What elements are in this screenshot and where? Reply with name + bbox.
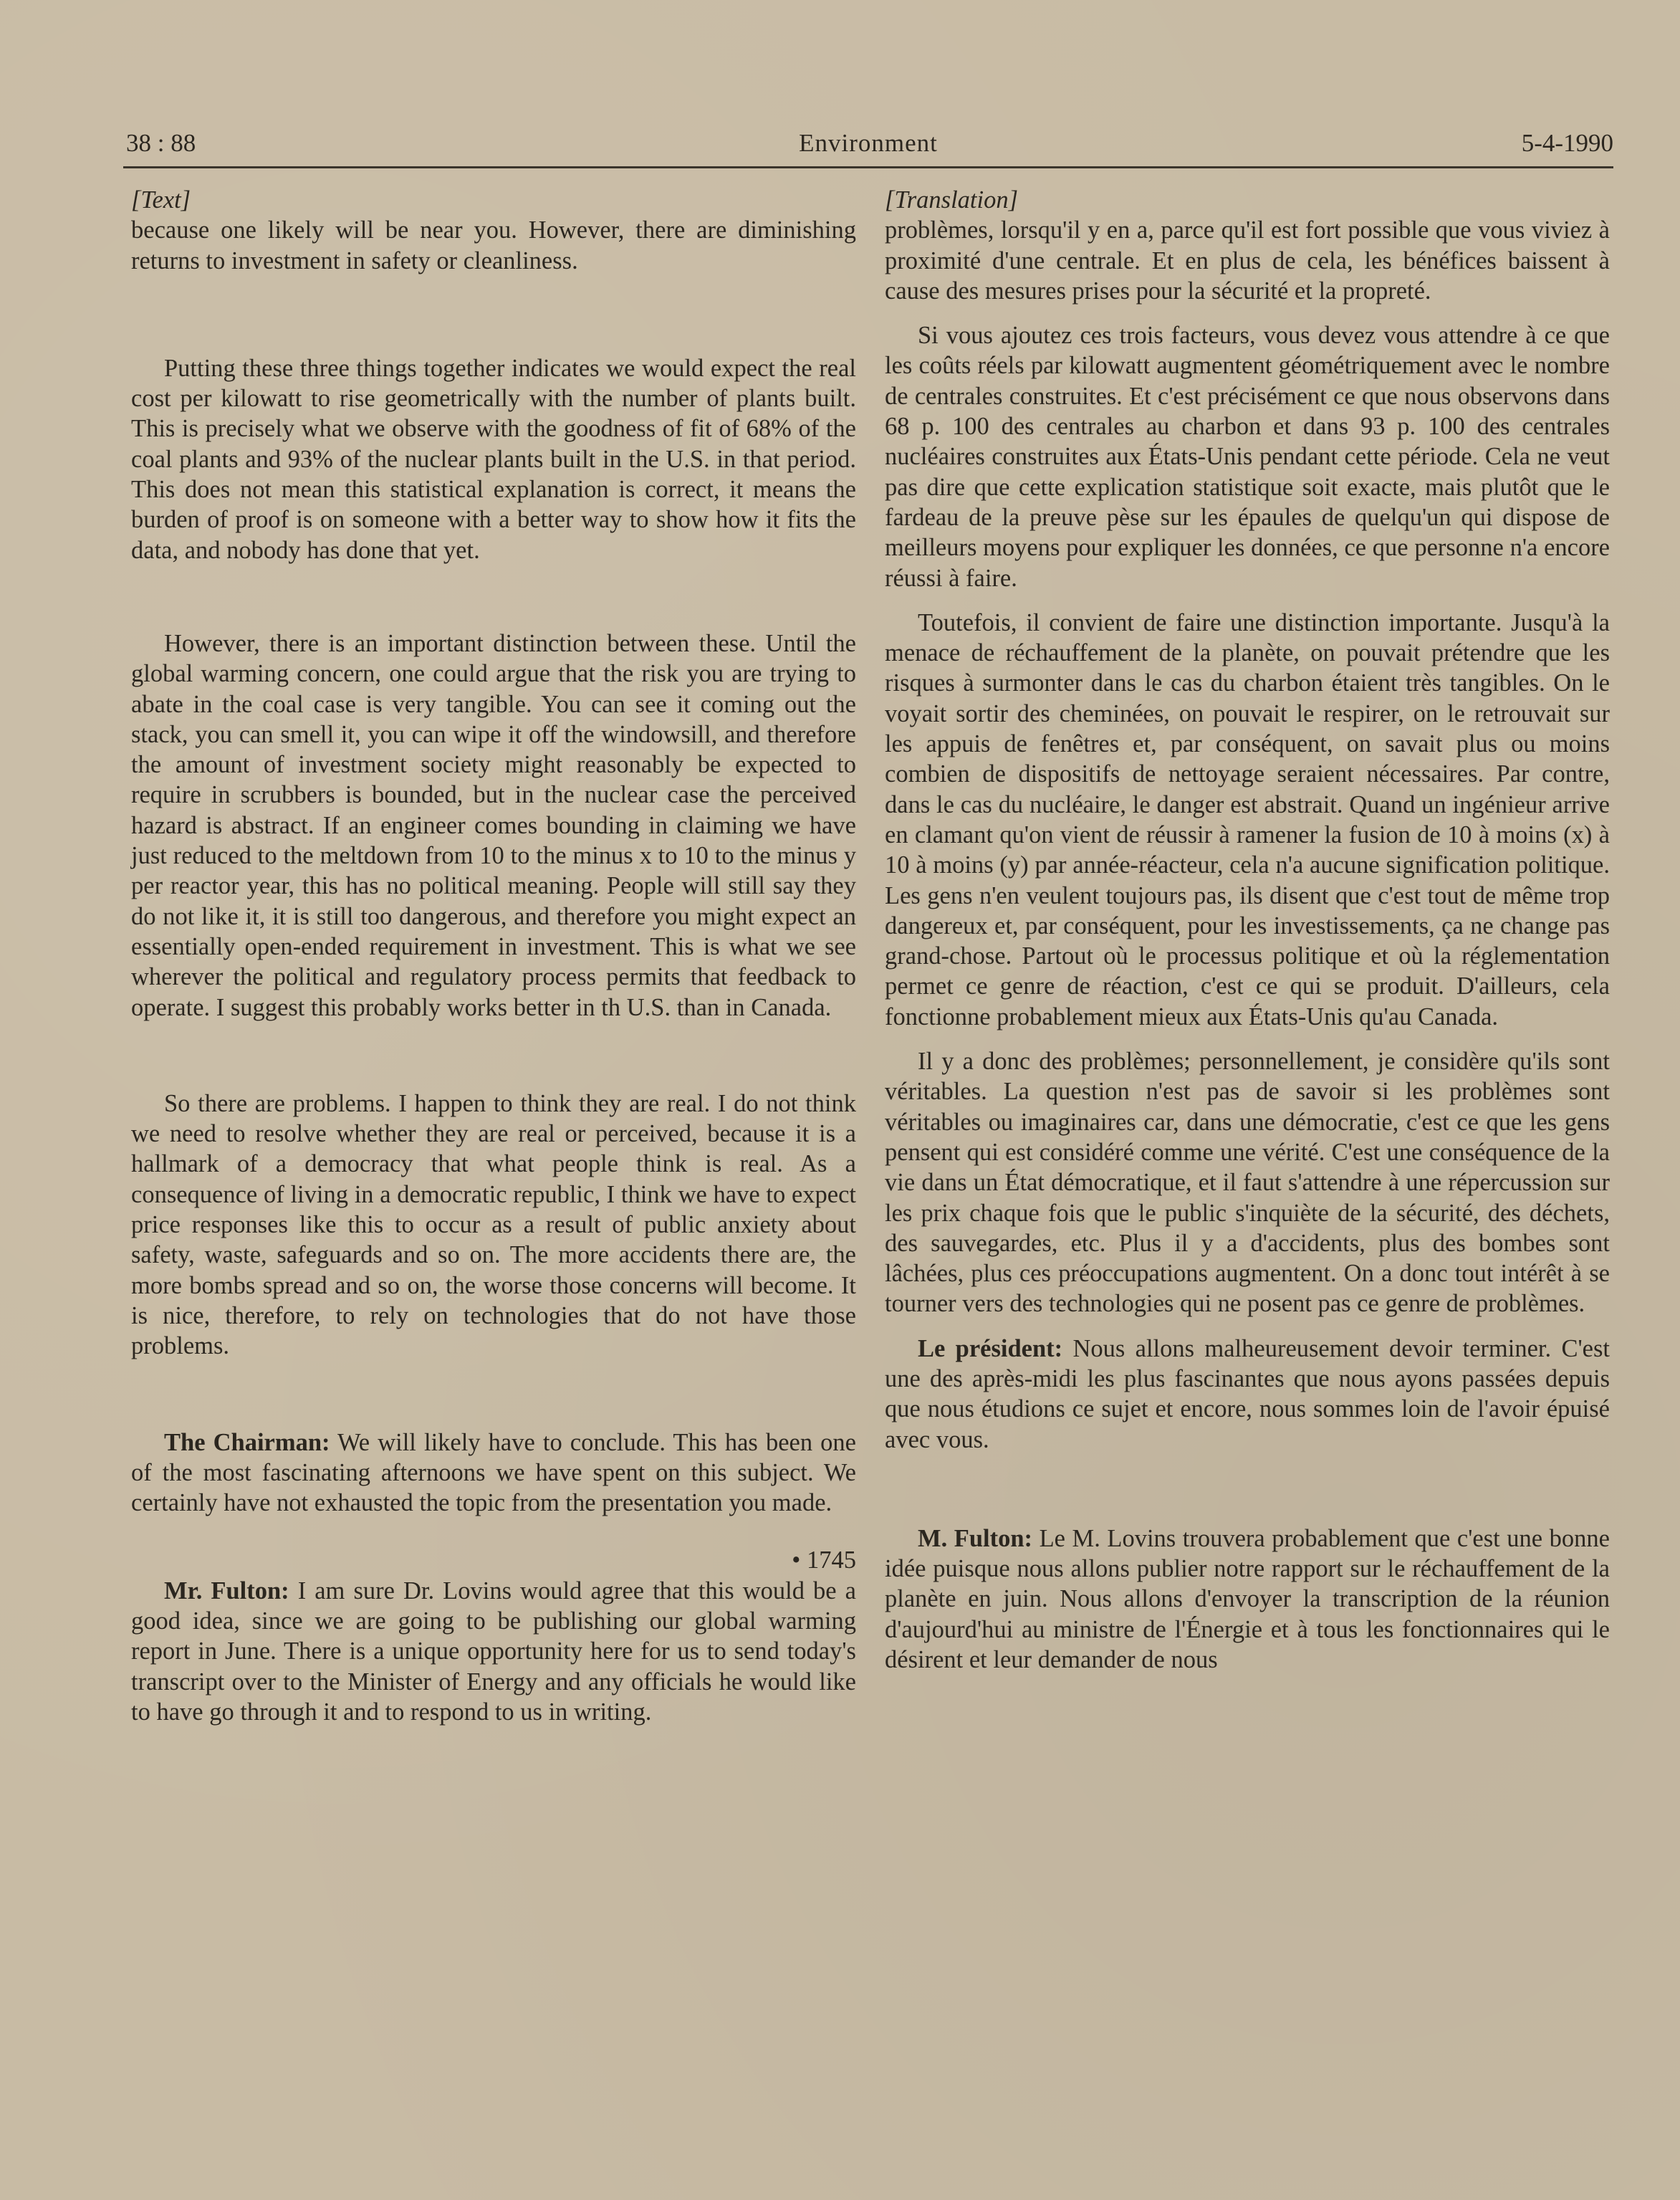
paragraph: Si vous ajoutez ces trois facteurs, vous devez vous attendre à ce que les coûts réels par kilowatt augmentent géométriquement avec le nombre de centrales construites. Et c'est précisément ce que nous observons dans 68 p. 100 des centrales au charbon et dans 93 p. 100 des centrales nucléaires construites aux États-Unis pendant cette période. Cela ne veut pas dire que cette explication statistique soit exacte, mais plutôt que le fardeau de la preuve pèse sur les épaules de quelqu'un qui dispose de meilleurs moyens pour expliquer les données, ce que personne n'a encore réussi à faire. — [885, 322, 1610, 592]
fulton-remark — [885, 1524, 1610, 1675]
time-marker: • 1745 — [792, 1546, 856, 1574]
speech-text: Le M. Lovins trouvera probablement que c'est une bonne idée puisque nous allons publier notre rapport sur le réchauffement de la planète en juin. Nous allons d'envoyer la transcription de la réunion d'aujourd'hui au ministre de l'Énergie et à tous les fonctionnaires qui le désirent et leur demander de nous — [885, 1524, 1610, 1674]
column-tag-translation: [Translation] — [885, 186, 1019, 214]
header-date: 5-4-1990 — [1521, 129, 1613, 157]
english-column — [131, 185, 856, 1727]
speech-text: Nous allons malheureusement devoir terminer. C'est une des après-midi les plus fascinantes que nous ayons passées depuis que nous étudions ce sujet et encore, nous sommes loin de l'avoir épuisé avec vous. — [885, 1334, 1610, 1453]
speaker-label: The Chairman: — [164, 1428, 330, 1456]
column-tag-text: [Text] — [131, 186, 191, 214]
paragraph: because one likely will be near you. However, there are diminishing returns to investment in safety or cleanliness. — [131, 216, 856, 274]
paragraph: problèmes, lorsqu'il y en a, parce qu'il est fort possible que vous viviez à proximité d'une centrale. Et en plus de cela, les bénéfices baissent à cause des mesures prises pour la sécurité et la propreté. — [885, 216, 1610, 305]
paragraph: Il y a donc des problèmes; personnellement, je considère qu'ils sont véritables. La question n'est pas de savoir si les problèmes sont véritables ou imaginaires car, dans une démocratie, c'est ce que les gens pensent qui est considéré comme une vérité. C'est une conséquence de la vie dans un État démocratique, et il faut s'attendre à une répercussion sur les prix chaque fois que le public s'inquiète de la sécurité, des déchets, des sauvegardes, etc. Plus il y a d'accidents, plus des bombes sont lâchées, plus ces préoccupations augmentent. On a donc tout intérêt à se tourner vers des technologies qui ne posent pas ce genre de problèmes. — [885, 1048, 1610, 1318]
speech-text: I am sure Dr. Lovins would agree that this would be a good idea, since we are going to be publishing our global warming report in June. There is a unique opportunity here for us to send today's transcript over to the Minister of Energy and any officials he would like to have go through it and to respond to us in writing. — [131, 1577, 856, 1726]
page-number: 38 : 88 — [126, 129, 196, 157]
chairman-remark — [131, 1427, 856, 1519]
page-header — [123, 126, 1613, 168]
speaker-label: Mr. Fulton: — [164, 1577, 289, 1604]
fulton-remark — [131, 1576, 856, 1727]
french-column — [885, 185, 1610, 1675]
paragraph: However, there is an important distinction between these. Until the global warming concern, one could argue that the risk you are trying to abate in the coal case is very tangible. You can see it coming out the stack, you can smell it, you can wipe it off the windowsill, and therefore the amount of investment society might reasonably be expected to require in scrubbers is bounded, but in the nuclear case the perceived hazard is abstract. If an engineer comes bounding in claiming we have just reduced to the meltdown from 10 to the minus x to 10 to the minus y per reactor year, this has no political meaning. People will still say they do not like it, it is still too dangerous, and therefore you might expect an essentially open-ended requirement in investment. This is what we see wherever the political and regulatory process permits that feedback to operate. I suggest this probably works better in th U.S. than in Canada. — [131, 629, 856, 1021]
paragraph: Putting these three things together indicates we would expect the real cost per kilowatt to rise geometrically with the number of plants built. This is precisely what we observe with the goodness of fit of 68% of the coal plants and 93% of the nuclear plants built in the U.S. in that period. This does not mean this statistical explanation is correct, it means the burden of proof is on someone with a better way to show how it fits the data, and nobody has done that yet. — [131, 354, 856, 564]
speaker-label: Le président: — [918, 1334, 1063, 1362]
chairman-remark — [885, 1334, 1610, 1455]
paragraph: Toutefois, il convient de faire une distinction importante. Jusqu'à la menace de réchauffement de la planète, on pouvait prétendre que les risques à surmonter dans le cas du charbon étaient très tangibles. On le voyait sortir des cheminées, on pouvait le respirer, on le retrouvait sur les appuis de fenêtres et, par conséquent, on savait plus ou moins combien de dispositifs de nettoyage seraient nécessaires. Par contre, dans le cas du nucléaire, le danger est abstrait. Quand un ingénieur arrive en clamant qu'on vient de réussir à ramener la fusion de 10 à moins (x) à 10 à moins (y) par année-réacteur, cela n'a aucune signification politique. Les gens n'en veulent toujours pas, ils disent que c'est tout de même trop dangereux et, par conséquent, pour les investissements, ça ne change pas grand-chose. Partout où le processus politique et où la réglementation permet ce genre de réaction, c'est ce qui se produit. D'ailleurs, cela fonctionne probablement mieux aux États-Unis qu'au Canada. — [885, 608, 1610, 1030]
speech-text: We will likely have to conclude. This has been one of the most fascinating afternoons we have spent on this subject. We certainly have not exhausted the topic from the presentation you made. — [131, 1428, 856, 1517]
paragraph: So there are problems. I happen to think they are real. I do not think we need to resolve whether they are real or perceived, because it is a hallmark of a democracy that what people think is real. As a consequence of living in a democratic republic, I think we have to expect price responses like this to occur as a result of public anxiety about safety, waste, safeguards and so on. The more accidents there are, the more bombs spread and so on, the worse those concerns will become. It is nice, therefore, to rely on technologies that do not have those problems. — [131, 1089, 856, 1360]
running-title: Environment — [799, 129, 938, 157]
speaker-label: M. Fulton: — [918, 1524, 1033, 1552]
